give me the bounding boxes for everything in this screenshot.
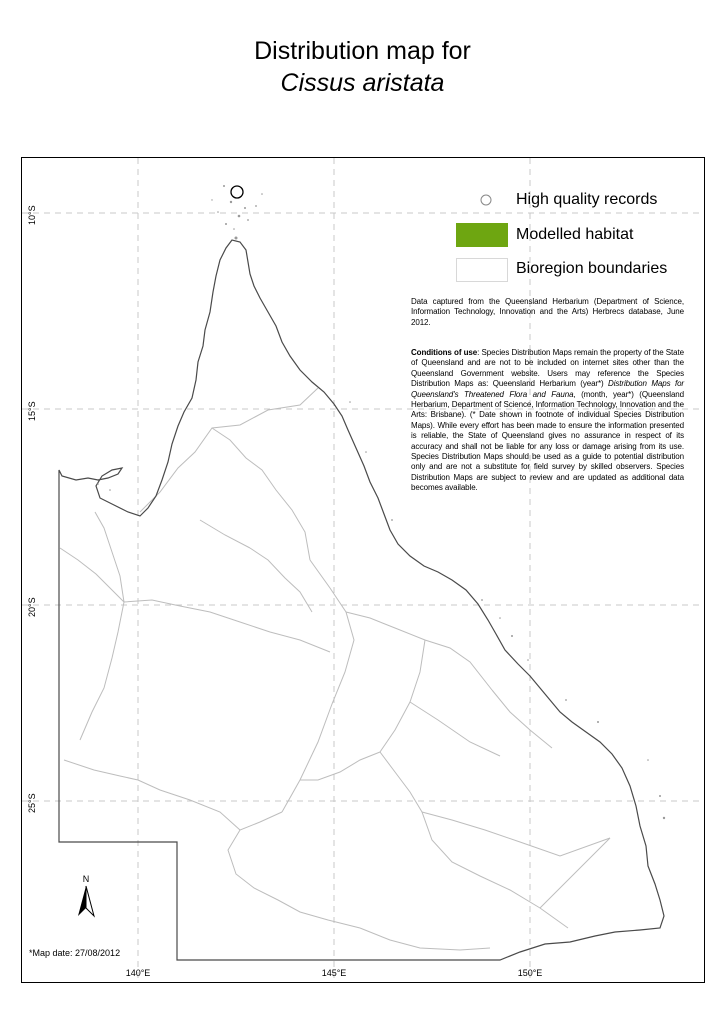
lat-label-10: 10°S [27,205,37,225]
legend-habitat-label: Modelled habitat [516,226,634,243]
north-label: N [82,874,90,884]
lon-label-145: 145°E [321,968,347,978]
legend-habitat-swatch [456,222,508,248]
lat-label-15: 15°S [27,401,37,421]
lon-label-150: 150°E [517,968,543,978]
lat-label-20: 20°S [27,597,37,617]
lat-label-25: 25°S [27,793,37,813]
graticule [22,158,704,982]
legend-bioregion-label: Bioregion boundaries [516,260,668,277]
north-arrow [76,874,96,918]
legend-records-label: High quality records [516,191,658,208]
map-date: *Map date: 27/08/2012 [29,948,121,958]
species-name: Cissus aristata [280,69,445,97]
map-title: Distribution map for [254,37,471,65]
data-source-text: Data captured from the Queensland Herbarium (Department of Science, Information Technology, Innovation and the Arts) Herbrecs database, June 2012. [411,297,684,327]
legend-record-symbol [456,187,516,213]
torres-strait-islands [211,185,263,240]
record-point [231,186,243,198]
legend-bioregion-swatch [456,257,508,283]
conditions-heading: Conditions of use [411,348,478,357]
north-arrow-icon [76,884,96,918]
lon-label-140: 140°E [125,968,151,978]
conditions-text: Conditions of use: Species Distribution Maps remain the property of the State of Queensland and are not to be included on internet sites other than the Queensland Government website. Users may reference the Species Distribution Maps as: Queensland Herbarium (year*) Distribution Maps for Queensland's Threatened Flora and Fauna, (month, year*) (Queensland Herbarium, Department of Science, Information Technology, Innovation and the Arts: Brisbane). (* Date shown in footnote of individual Species Distribution Maps). While every effort has been made to ensure the information presented is reliable, the State of Queensland gives no assurance in respect of its accuracy and shall not be liable for any loss or damage arising from its use. Species Distribution Maps should be used as a guide to potential distribution only and are not a substitute for field survey by skilled observers. Species Distribution Maps are subject to review and are updated as additional data becomes available. [411,348,684,493]
